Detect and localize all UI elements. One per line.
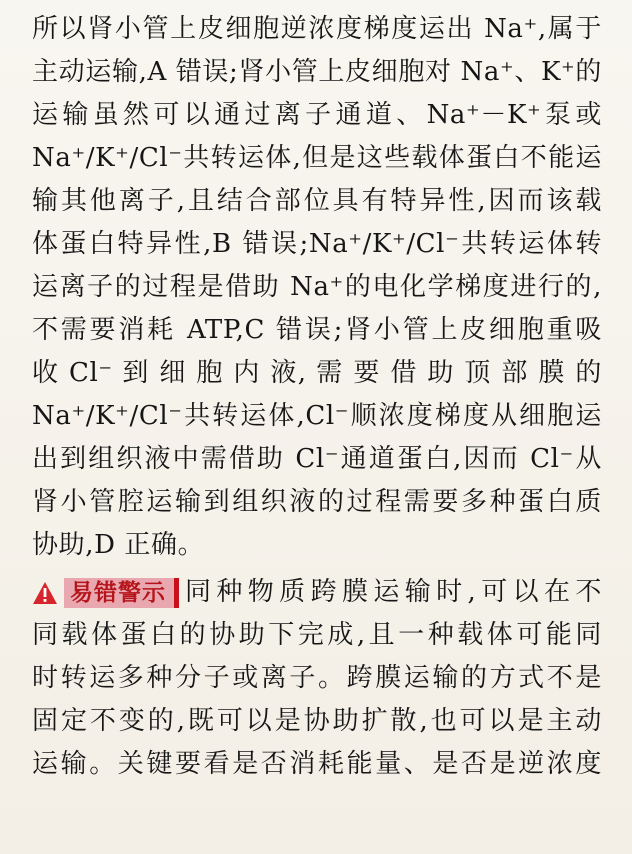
text-line: 运输。关键要看是否消耗能量、是否是逆浓度: [32, 749, 602, 779]
text-line: Na⁺/K⁺/Cl⁻共转运体,Cl⁻顺浓度梯度从细胞运: [32, 401, 602, 431]
error-warning-section: [32, 571, 602, 786]
text-line: Na⁺/K⁺/Cl⁻共转运体,但是这些载体蛋白不能运: [32, 143, 602, 173]
warning-label: 易错警示: [64, 578, 179, 608]
warning-header: [32, 578, 179, 608]
text-line: 同载体蛋白的协助下完成,且一种载体可能同: [32, 620, 602, 650]
text-line: 体蛋白特异性,B 错误;Na⁺/K⁺/Cl⁻共转运体转: [32, 229, 602, 259]
text-line: 肾小管腔运输到组织液的过程需要多种蛋白质: [32, 487, 602, 517]
text-line: 收 Cl⁻ 到 细 胞 内 液, 需 要 借 助 顶 部 膜 的: [32, 358, 602, 388]
text-line: 输其他离子,且结合部位具有特异性,因而该载: [32, 186, 602, 216]
text-line: 运离子的过程是借助 Na⁺的电化学梯度进行的,: [32, 272, 602, 302]
exclamation-triangle-icon: [32, 581, 58, 605]
text-line: 主动运输,A 错误;肾小管上皮细胞对 Na⁺、K⁺的: [32, 57, 602, 87]
text-line: 同种物质跨膜运输时,可以在不: [185, 577, 602, 607]
text-line: 所以肾小管上皮细胞逆浓度梯度运出 Na⁺,属于: [32, 14, 602, 44]
answer-explanation-paragraph: [32, 8, 602, 567]
text-line: 协助,D 正确。: [32, 530, 205, 560]
text-line: 时转运多种分子或离子。跨膜运输的方式不是: [32, 663, 602, 693]
text-line: 不需要消耗 ATP,C 错误;肾小管上皮细胞重吸: [32, 315, 602, 345]
text-line: 出到组织液中需借助 Cl⁻通道蛋白,因而 Cl⁻从: [32, 444, 602, 474]
text-line: 运输虽然可以通过离子通道、Na⁺－K⁺泵或: [32, 100, 602, 130]
text-line: 固定不变的,既可以是协助扩散,也可以是主动: [32, 706, 602, 736]
warning-first-line: [32, 571, 602, 614]
